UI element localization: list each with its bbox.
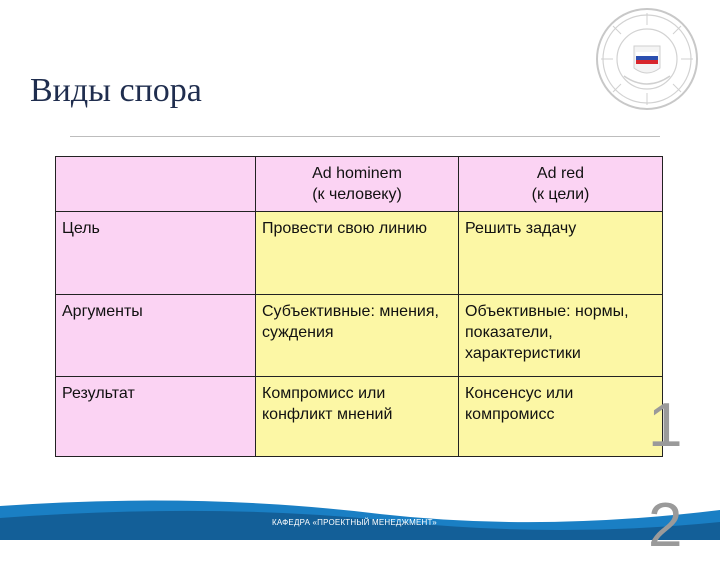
slide-title: Виды спора <box>30 72 202 109</box>
table-row <box>56 377 663 457</box>
cell-result-red: Консенсус или компромисс <box>459 377 663 457</box>
table-row <box>56 212 663 295</box>
row-label-arguments: Аргументы <box>56 295 256 377</box>
header-ad-red-title: Ad red <box>536 165 585 182</box>
row-label-goal: Цель <box>56 212 256 295</box>
footer-department-label: КАФЕДРА «ПРОЕКТНЫЙ МЕНЕДЖМЕНТ» <box>272 518 437 527</box>
dispute-types-table <box>55 156 663 457</box>
page-number: 1 2 <box>648 391 683 560</box>
header-cell-empty <box>56 157 256 212</box>
title-divider <box>70 136 660 137</box>
header-ad-red <box>459 157 663 212</box>
cell-arguments-hominem: Субъективные: мнения, суждения <box>256 295 459 377</box>
header-ad-red-subtitle: (к цели) <box>531 186 590 203</box>
table-row <box>56 295 663 377</box>
cell-goal-red: Решить задачу <box>459 212 663 295</box>
header-ad-hominem-subtitle: (к человеку) <box>312 186 402 203</box>
cell-result-hominem: Компромисс или конфликт мнений <box>256 377 459 457</box>
cell-arguments-red: Объективные: нормы, показатели, характеристики <box>459 295 663 377</box>
row-label-result: Результат <box>56 377 256 457</box>
header-ad-hominem <box>256 157 459 212</box>
university-seal-icon <box>594 6 700 112</box>
cell-goal-hominem: Провести свою линию <box>256 212 459 295</box>
table-header-row <box>56 157 663 212</box>
header-ad-hominem-title: Ad hominem <box>312 165 402 182</box>
